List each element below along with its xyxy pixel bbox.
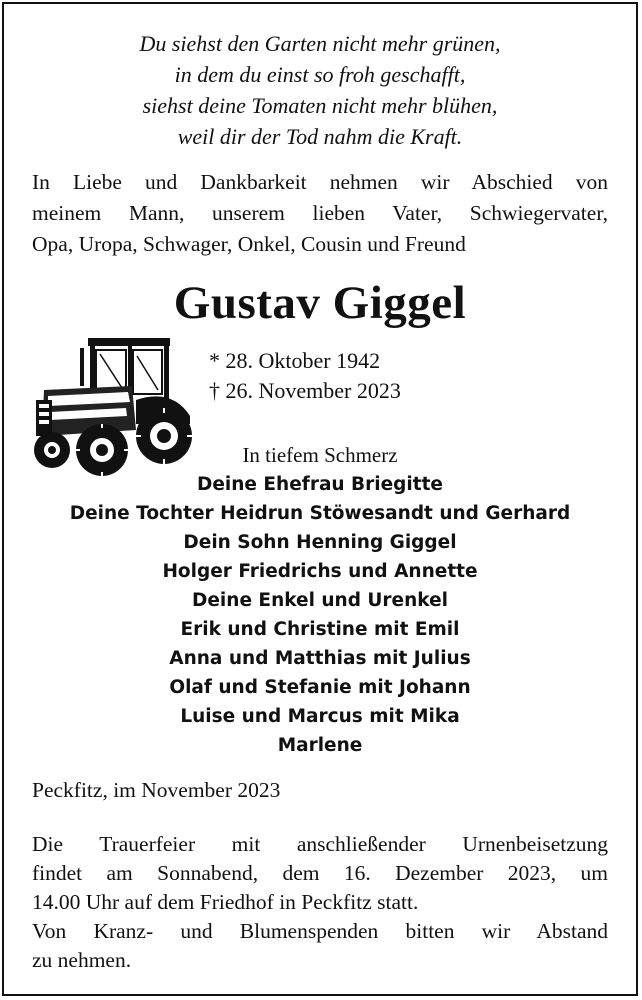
- mourner-line: Luise und Marcus mit Mika: [180, 706, 460, 727]
- mourner-line: Dein Sohn Henning Giggel: [183, 532, 457, 553]
- funeral-notice: [32, 830, 608, 975]
- poem: [4, 28, 636, 152]
- notice-line: findet am Sonnabend, dem 16. Dezember 2023, um: [32, 861, 608, 885]
- mourner-line: Deine Ehefrau Briegitte: [197, 474, 443, 495]
- mourner-line: Erik und Christine mit Emil: [180, 619, 460, 640]
- place-date: Peckfitz, im November 2023: [32, 778, 281, 802]
- poem-line: weil dir der Tod nahm die Kraft.: [177, 124, 463, 149]
- mourner-line: Deine Tochter Heidrun Stöwesandt und Gerhard: [69, 503, 571, 524]
- intro-text: [32, 167, 608, 260]
- mourner-line: Anna und Matthias mit Julius: [169, 648, 471, 669]
- notice-line: zu nehmen.: [32, 948, 132, 972]
- mourner-line: Olaf und Stefanie mit Johann: [169, 677, 471, 698]
- poem-line: in dem du einst so froh geschafft,: [174, 62, 466, 87]
- mourner-line: Marlene: [277, 735, 363, 756]
- intro-line: Opa, Uropa, Schwager, Onkel, Cousin und Freund: [32, 232, 466, 256]
- notice-line: 14.00 Uhr auf dem Friedhof in Peckfitz statt.: [32, 890, 419, 914]
- notice-line: Von Kranz- und Blumenspenden bitten wir Abstand: [32, 919, 608, 943]
- deceased-name: Gustav Giggel: [173, 277, 467, 329]
- mourners-block: [4, 441, 636, 760]
- mourner-line: Holger Friedrichs und Annette: [162, 561, 478, 582]
- poem-line: Du siehst den Garten nicht mehr grünen,: [139, 31, 501, 56]
- life-dates: [209, 346, 401, 406]
- mourner-line: Deine Enkel und Urenkel: [192, 590, 448, 611]
- mourners-lead: In tiefem Schmerz: [242, 443, 398, 467]
- birth-date: * 28. Oktober 1942: [209, 348, 381, 373]
- death-date: † 26. November 2023: [209, 378, 401, 403]
- obituary-frame: [2, 2, 638, 996]
- poem-line: siehst deine Tomaten nicht mehr blühen,: [142, 93, 498, 118]
- notice-line: Die Trauerfeier mit anschließender Urnenbeisetzung: [32, 832, 608, 856]
- intro-line: In Liebe und Dankbarkeit nehmen wir Abschied von: [32, 170, 608, 194]
- intro-line: meinem Mann, unserem lieben Vater, Schwiegervater,: [32, 201, 608, 225]
